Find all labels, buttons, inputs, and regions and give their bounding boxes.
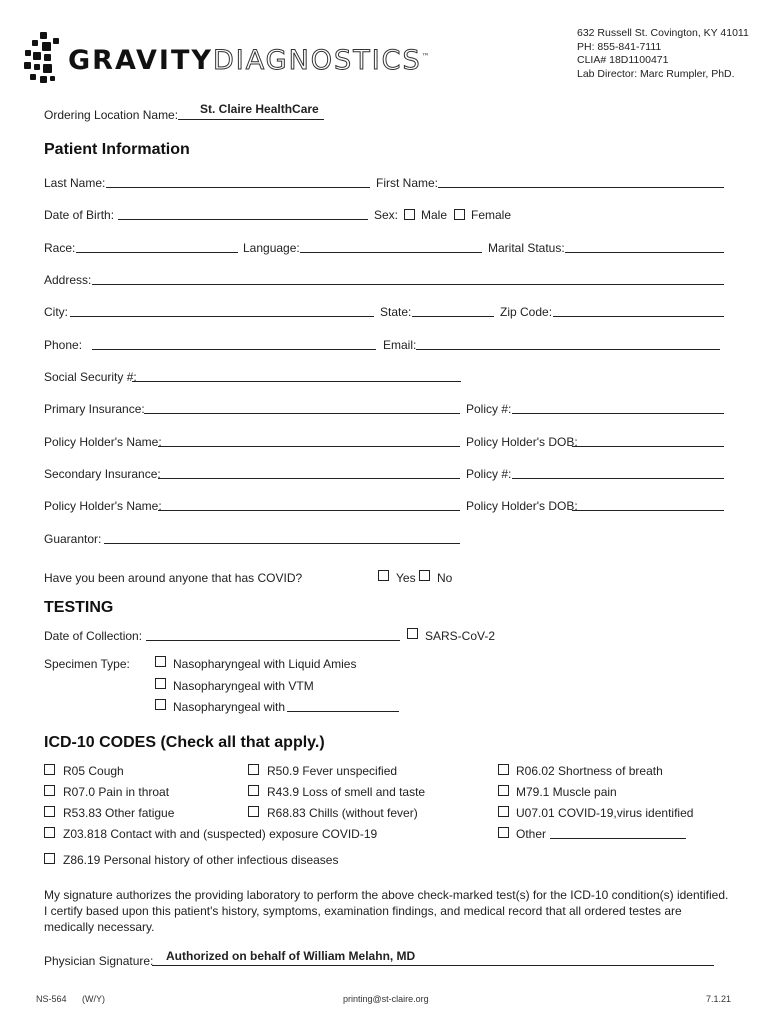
language-field[interactable] [300,252,482,253]
clia-line: CLIA# 18D1100471 [577,54,669,66]
specimen-other-label: Nasopharyngeal with [173,700,286,714]
icd-other-checkbox[interactable] [498,827,509,838]
logo-secondary: DIAGNOSTICS [212,45,422,76]
primary-policy-field[interactable] [512,413,724,414]
logo-wordmark [68,45,432,76]
sars-cov-2-checkbox[interactable] [407,628,418,639]
phone-line: PH: 855-841-7111 [577,40,662,53]
marital-status-field[interactable] [565,252,724,253]
specimen-other-field[interactable] [287,711,399,712]
icd-m791-label: M79.1 Muscle pain [516,785,617,799]
icd-u0701-checkbox[interactable] [498,806,509,817]
covid-yes-checkbox[interactable] [378,570,389,581]
ordering-location-label: Ordering Location Name: [44,108,179,122]
ordering-location-field[interactable] [178,119,324,120]
secondary-holder-dob-field[interactable] [572,510,724,511]
sars-cov-2-label: SARS-CoV-2 [425,629,496,643]
first-name-field[interactable] [438,187,724,188]
icd-r5383-label: R53.83 Other fatigue [63,806,175,820]
patient-info-heading: Patient Information [44,141,190,158]
specimen-vtm-label: Nasopharyngeal with VTM [173,679,314,693]
collection-date-field[interactable] [146,640,400,641]
email-field[interactable] [416,349,720,350]
physician-signature-label: Physician Signature: [44,954,154,968]
marital-status-label: Marital Status: [488,241,565,255]
city-label: City: [44,305,68,319]
address-field[interactable] [92,284,724,285]
lab-address [577,27,749,81]
icd-r439-label: R43.9 Loss of smell and taste [267,785,426,799]
ssn-label: Social Security #: [44,370,137,384]
guarantor-label: Guarantor: [44,532,102,546]
icd-z03818-checkbox[interactable] [44,827,55,838]
specimen-vtm-checkbox[interactable] [155,678,166,689]
covid-no-checkbox[interactable] [419,570,430,581]
address-label: Address: [44,273,92,287]
icd-r5383-checkbox[interactable] [44,806,55,817]
last-name-field[interactable] [106,187,370,188]
physician-signature-field[interactable] [152,965,714,966]
secondary-holder-name-label: Policy Holder's Name: [44,499,162,513]
email-label: Email: [383,338,417,352]
icd-r439-checkbox[interactable] [248,785,259,796]
first-name-label: First Name: [376,176,439,190]
icd-z03818-label: Z03.818 Contact with and (suspected) exposure COVID-19 [63,827,378,841]
secondary-holder-name-field[interactable] [158,510,460,511]
specimen-amies-label: Nasopharyngeal with Liquid Amies [173,657,357,671]
male-label: Male [421,208,448,222]
dob-label: Date of Birth: [44,208,115,222]
icd-m791-checkbox[interactable] [498,785,509,796]
zip-field[interactable] [553,316,724,317]
logo-primary: GRAVITY [68,45,213,76]
icd-r6883-checkbox[interactable] [248,806,259,817]
covid-exposure-question: Have you been around anyone that has COVID? [44,571,303,585]
guarantor-field[interactable] [104,543,460,544]
race-label: Race: [44,241,76,255]
icd-r509-label: R50.9 Fever unspecified [267,764,398,778]
lab-director-line: Lab Director: Marc Rumpler, PhD. [577,67,735,80]
address-line: 632 Russell St. Covington, KY 41011 [577,27,749,39]
testing-heading: TESTING [44,599,114,616]
collection-date-label: Date of Collection: [44,629,143,643]
specimen-amies-checkbox[interactable] [155,656,166,667]
secondary-policy-field[interactable] [512,478,724,479]
primary-insurance-field[interactable] [144,413,460,414]
secondary-policy-label: Policy #: [466,467,512,481]
icd-r05-label: R05 Cough [63,764,124,778]
covid-no-label: No [437,571,453,585]
primary-holder-dob-label: Policy Holder's DOB: [466,435,578,449]
secondary-holder-dob-label: Policy Holder's DOB: [466,499,578,513]
icd-r509-checkbox[interactable] [248,764,259,775]
authorization-statement: My signature authorizes the providing laboratory to perform the above check-marked test(s) for the ICD-10 condition(s) identified. I certify based upon this patient's history, symptoms, examination findings, and medical record that all ordered testes are medically necessary. [44,888,729,934]
language-label: Language: [243,241,300,255]
sex-label: Sex: [374,208,399,222]
icd-r6883-label: R68.83 Chills (without fever) [267,806,418,820]
state-field[interactable] [412,316,494,317]
male-checkbox[interactable] [404,209,415,220]
state-label: State: [380,305,412,319]
icd-r0602-label: R06.02 Shortness of breath [516,764,663,778]
icd-other-field[interactable] [550,838,686,839]
logo-trademark: ™ [421,52,432,61]
secondary-insurance-field[interactable] [158,478,460,479]
icd-r070-label: R07.0 Pain in throat [63,785,170,799]
ssn-field[interactable] [132,381,461,382]
ordering-location-value: St. Claire HealthCare [200,102,319,116]
female-checkbox[interactable] [454,209,465,220]
primary-holder-dob-field[interactable] [572,446,724,447]
icd-codes-heading: ICD-10 CODES (Check all that apply.) [44,734,325,751]
phone-label: Phone: [44,338,83,352]
icd-other-label: Other [516,827,547,841]
icd-r05-checkbox[interactable] [44,764,55,775]
dob-field[interactable] [118,219,368,220]
city-field[interactable] [70,316,374,317]
icd-u0701-label: U07.01 COVID-19,virus identified [516,806,694,820]
icd-z8619-checkbox[interactable] [44,853,55,864]
primary-insurance-label: Primary Insurance: [44,402,145,416]
zip-label: Zip Code: [500,305,553,319]
physician-signature-value: Authorized on behalf of William Melahn, MD [166,949,416,963]
form-code: NS-564 [36,994,67,1004]
last-name-label: Last Name: [44,176,106,190]
footer-email: printing@st-claire.org [343,994,429,1004]
female-label: Female [471,208,512,222]
race-field[interactable] [76,252,238,253]
icd-r0602-checkbox[interactable] [498,764,509,775]
covid-yes-label: Yes [396,571,416,585]
primary-policy-label: Policy #: [466,402,512,416]
icd-z8619-label: Z86.19 Personal history of other infectious diseases [63,853,339,867]
specimen-other-checkbox[interactable] [155,699,166,710]
form-wy: (W/Y) [82,994,105,1004]
primary-holder-name-label: Policy Holder's Name: [44,435,162,449]
phone-field[interactable] [92,349,376,350]
secondary-insurance-label: Secondary Insurance: [44,467,161,481]
logo-mark-icon [22,30,68,88]
specimen-type-label: Specimen Type: [44,657,130,671]
footer-date: 7.1.21 [706,994,732,1004]
icd-r070-checkbox[interactable] [44,785,55,796]
primary-holder-name-field[interactable] [158,446,460,447]
